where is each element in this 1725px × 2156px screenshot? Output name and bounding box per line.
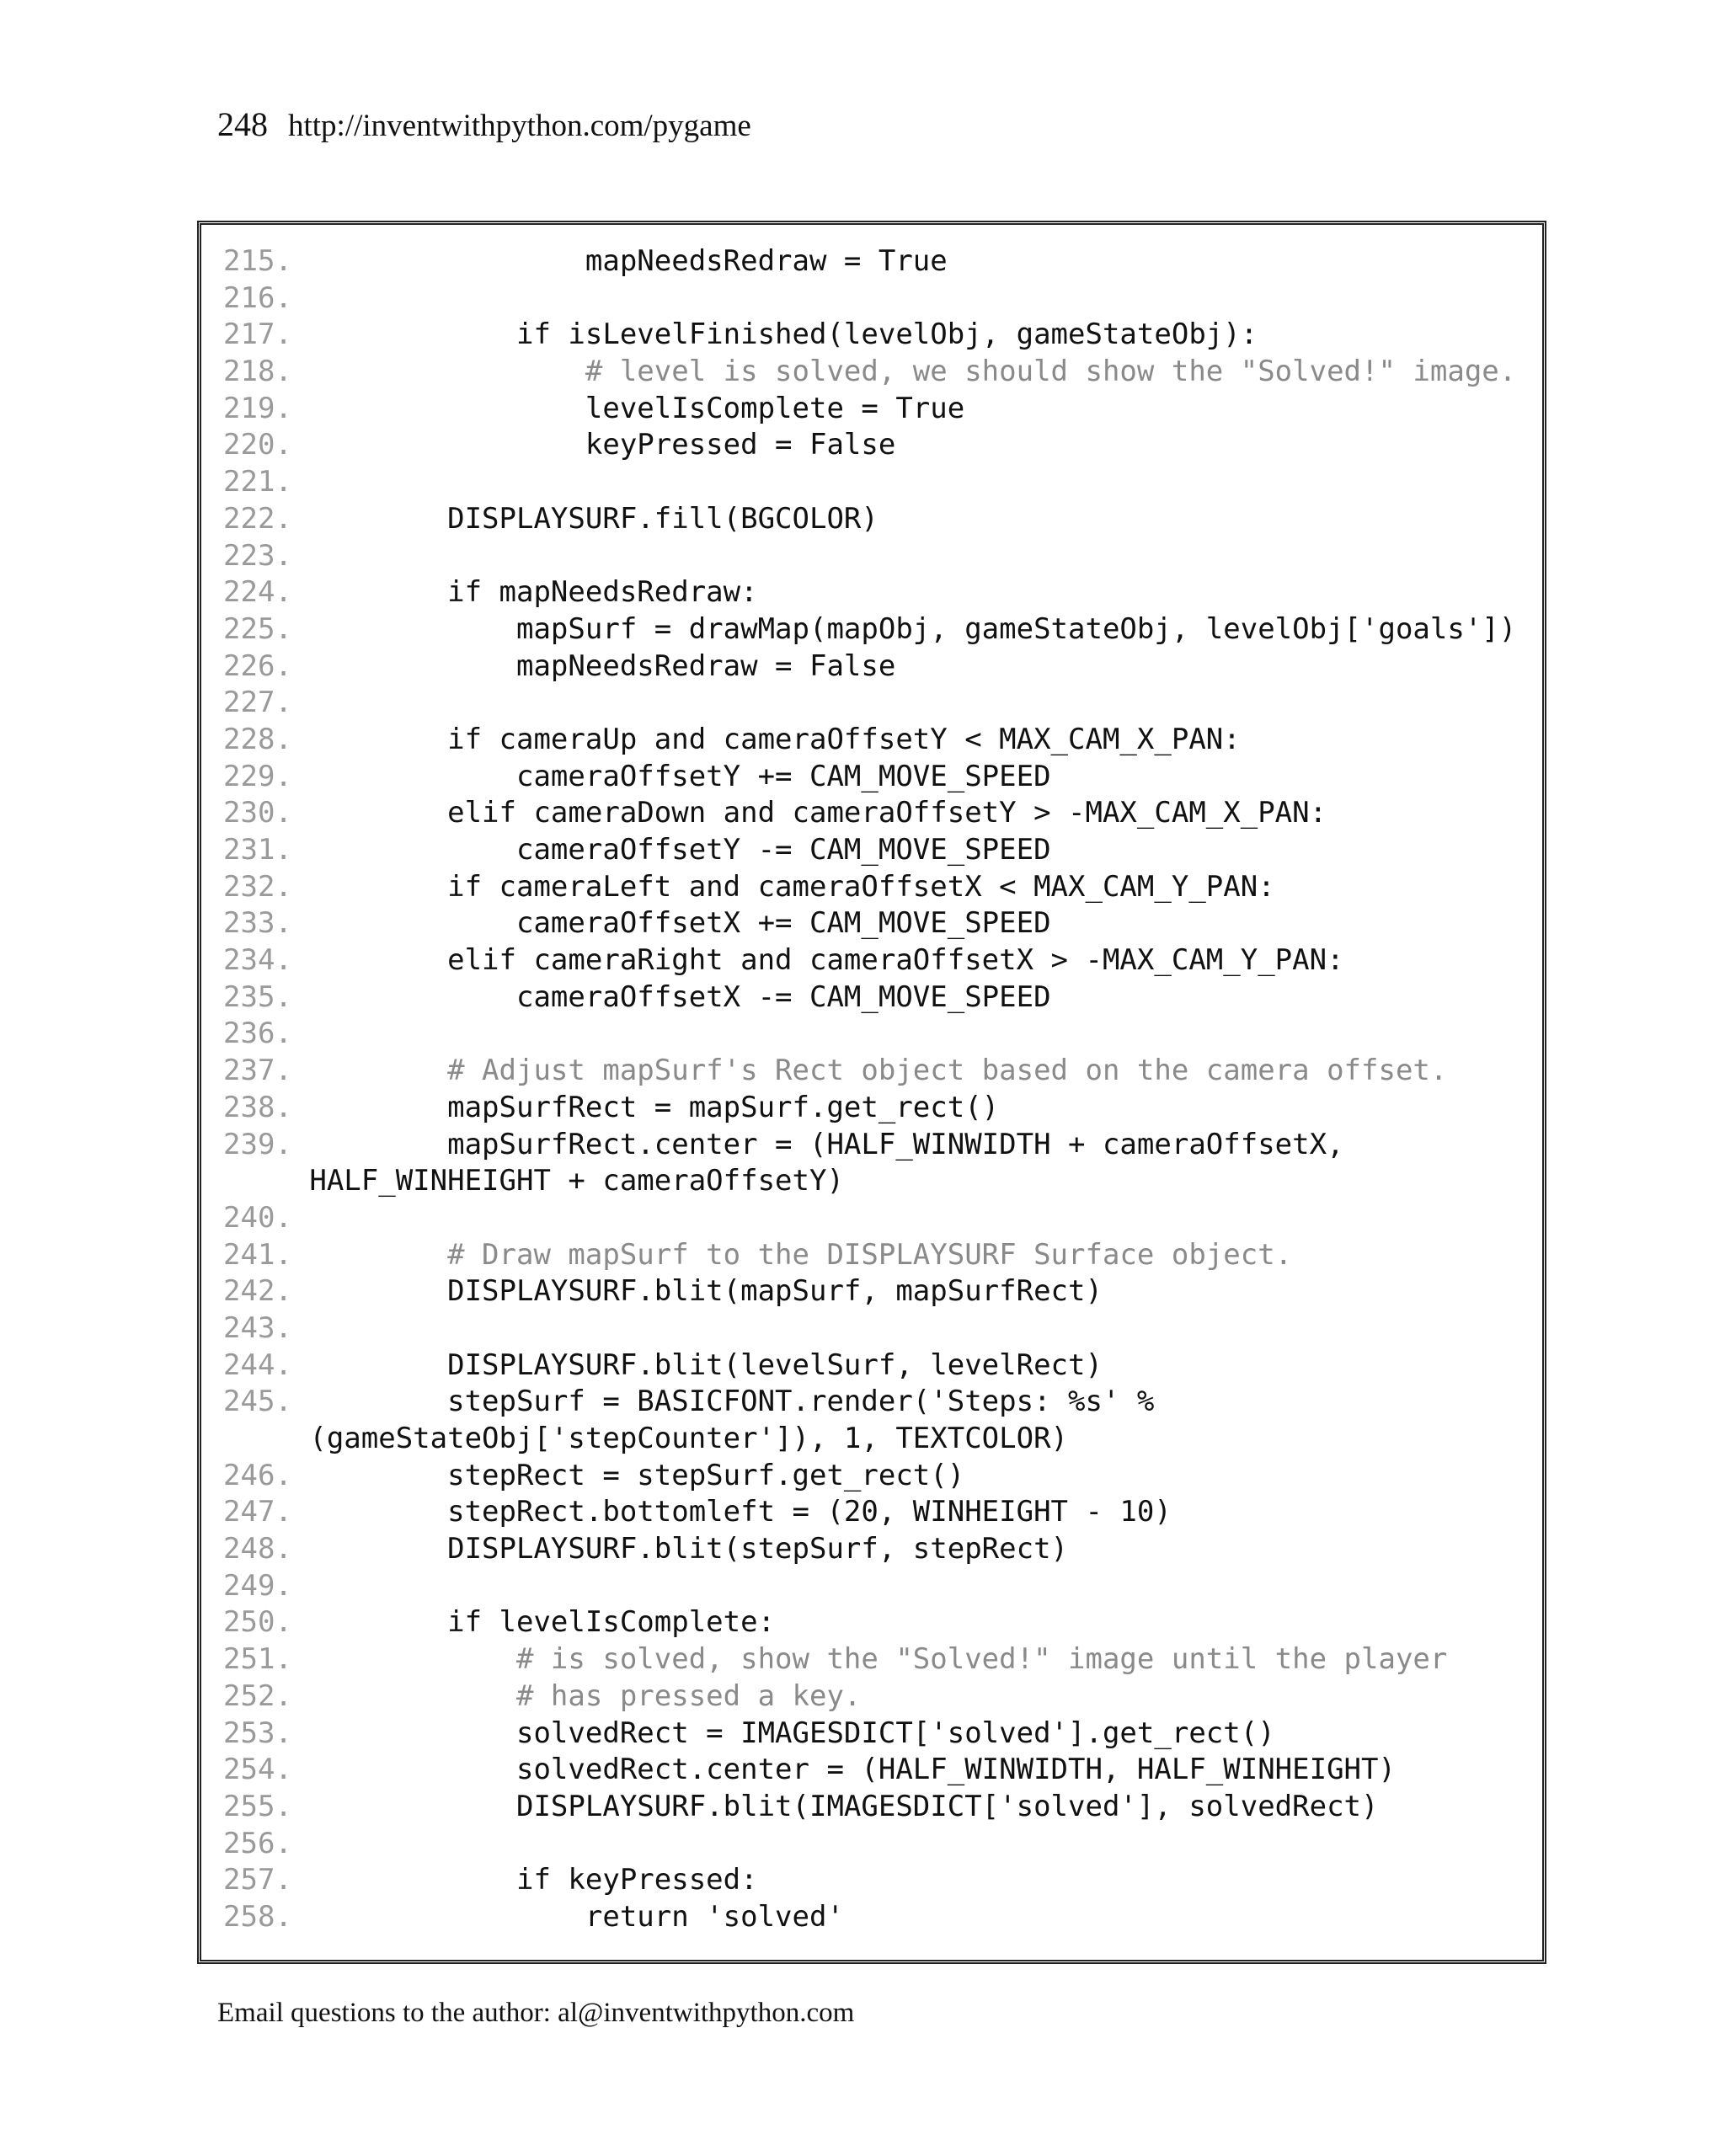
code-line [223, 1789, 1534, 1826]
line-number: 255. [223, 1789, 310, 1823]
line-number: 241. [223, 1237, 310, 1272]
line-number: 256. [223, 1826, 310, 1860]
line-number: 226. [223, 648, 310, 683]
code-text: mapNeedsRedraw = False [309, 648, 896, 683]
code-text: mapSurfRect = mapSurf.get_rect() [309, 1090, 1000, 1124]
line-number: 219. [223, 391, 310, 425]
code-text: DISPLAYSURF.blit(IMAGESDICT['solved'], solvedRect) [309, 1789, 1379, 1823]
code-line [223, 795, 1534, 832]
code-comment: # Adjust mapSurf's Rect object based on the camera offset. [309, 1054, 1448, 1088]
line-number: 257. [223, 1863, 310, 1897]
code-line [223, 1826, 1534, 1863]
line-number: 239. [223, 1127, 310, 1161]
code-line [223, 354, 1534, 391]
code-line [223, 1899, 1534, 1936]
line-number: 230. [223, 796, 310, 830]
code-line [223, 832, 1534, 869]
code-line [223, 1163, 1534, 1200]
code-text: elif cameraDown and cameraOffsetY > -MAX_CAM_X_PAN: [309, 796, 1327, 830]
code-text: (gameStateObj['stepCounter']), 1, TEXTCOLOR) [309, 1422, 1069, 1455]
line-number: 218. [223, 355, 310, 389]
page-footer: Email questions to the author: al@inventwithpython.com [217, 1998, 855, 2028]
header-url: http://inventwithpython.com/pygame [288, 109, 751, 143]
code-text: if cameraLeft and cameraOffsetX < MAX_CAM_Y_PAN: [309, 869, 1275, 904]
line-number: 247. [223, 1495, 310, 1529]
code-line [223, 611, 1534, 648]
code-line [223, 1641, 1534, 1678]
code-line [223, 243, 1534, 280]
line-number: 236. [223, 1017, 310, 1051]
code-line [223, 1862, 1534, 1899]
code-line [223, 648, 1534, 686]
code-text: DISPLAYSURF.blit(stepSurf, stepRect) [309, 1532, 1069, 1566]
code-comment: # Draw mapSurf to the DISPLAYSURF Surface object. [309, 1237, 1293, 1272]
code-text: mapNeedsRedraw = True [309, 244, 948, 278]
line-number: 224. [223, 575, 310, 610]
code-text: keyPressed = False [309, 428, 896, 462]
line-number: 238. [223, 1090, 310, 1124]
code-line [223, 280, 1534, 318]
line-number: 250. [223, 1605, 310, 1640]
code-text: if mapNeedsRedraw: [309, 575, 758, 610]
code-text: DISPLAYSURF.blit(mapSurf, mapSurfRect) [309, 1274, 1103, 1309]
code-text: if keyPressed: [309, 1863, 758, 1897]
code-line [223, 1127, 1534, 1164]
code-text: stepSurf = BASICFONT.render('Steps: %s' % [309, 1385, 1155, 1419]
code-text: if levelIsComplete: [309, 1605, 776, 1640]
line-number: 258. [223, 1899, 310, 1934]
code-text: elif cameraRight and cameraOffsetX > -MAX_CAM_Y_PAN: [309, 943, 1344, 978]
code-text: solvedRect = IMAGESDICT['solved'].get_rect() [309, 1716, 1275, 1750]
line-number: 234. [223, 943, 310, 978]
code-line [223, 1016, 1534, 1053]
code-text: solvedRect.center = (HALF_WINWIDTH, HALF_WINHEIGHT) [309, 1753, 1396, 1787]
code-comment: # level is solved, we should show the "Solved!" image. [309, 355, 1517, 389]
line-number: 227. [223, 686, 310, 720]
line-number: 228. [223, 722, 310, 756]
code-line [223, 427, 1534, 464]
code-text: if cameraUp and cameraOffsetY < MAX_CAM_X_PAN: [309, 722, 1241, 756]
code-line [223, 1568, 1534, 1605]
code-line [223, 942, 1534, 979]
code-line [223, 1090, 1534, 1127]
code-comment: # is solved, show the "Solved!" image until the player [309, 1642, 1448, 1677]
code-line [223, 1716, 1534, 1753]
line-number: 232. [223, 869, 310, 904]
line-number: 251. [223, 1642, 310, 1677]
line-number: 217. [223, 318, 310, 352]
line-number: 253. [223, 1716, 310, 1750]
code-text: stepRect = stepSurf.get_rect() [309, 1458, 965, 1492]
code-line [223, 1604, 1534, 1641]
code-line [223, 501, 1534, 538]
line-number: 235. [223, 979, 310, 1014]
line-number: 237. [223, 1054, 310, 1088]
line-number: 231. [223, 833, 310, 867]
code-line [223, 464, 1534, 501]
code-text: mapSurf = drawMap(mapObj, gameStateObj, levelObj['goals']) [309, 611, 1517, 646]
page-number: 248 [217, 105, 268, 143]
line-number: 215. [223, 244, 310, 278]
line-number: 229. [223, 759, 310, 793]
line-number [223, 1422, 309, 1455]
code-listing [223, 243, 1534, 1936]
line-number [223, 1164, 309, 1198]
code-line [223, 317, 1534, 354]
code-line [223, 1494, 1534, 1531]
line-number: 244. [223, 1348, 310, 1382]
line-number: 246. [223, 1458, 310, 1492]
code-line [223, 1678, 1534, 1716]
code-line [223, 1458, 1534, 1495]
line-number: 252. [223, 1678, 310, 1713]
code-text: DISPLAYSURF.fill(BGCOLOR) [309, 501, 879, 536]
code-line [223, 1752, 1534, 1789]
code-text: cameraOffsetY -= CAM_MOVE_SPEED [309, 833, 1051, 867]
code-text: cameraOffsetX += CAM_MOVE_SPEED [309, 906, 1051, 941]
code-line [223, 574, 1534, 611]
line-number: 216. [223, 280, 310, 315]
code-line [223, 538, 1534, 575]
code-comment: # has pressed a key. [309, 1678, 862, 1713]
code-line [223, 869, 1534, 906]
page-header [217, 104, 751, 144]
line-number: 243. [223, 1310, 310, 1345]
code-line [223, 1531, 1534, 1568]
line-number: 242. [223, 1274, 310, 1309]
line-number: 221. [223, 465, 310, 499]
line-number: 222. [223, 501, 310, 536]
code-line [223, 1200, 1534, 1237]
code-text: stepRect.bottomleft = (20, WINHEIGHT - 10) [309, 1495, 1172, 1529]
code-line [223, 1348, 1534, 1385]
code-line [223, 1421, 1534, 1458]
line-number: 245. [223, 1385, 310, 1419]
code-text: cameraOffsetX -= CAM_MOVE_SPEED [309, 979, 1051, 1014]
line-number: 249. [223, 1568, 310, 1603]
code-text: return 'solved' [309, 1899, 844, 1934]
line-number: 223. [223, 538, 310, 573]
line-number: 240. [223, 1200, 310, 1235]
line-number: 220. [223, 428, 310, 462]
line-number: 254. [223, 1753, 310, 1787]
code-line [223, 722, 1534, 759]
code-line [223, 1384, 1534, 1421]
code-text: cameraOffsetY += CAM_MOVE_SPEED [309, 759, 1051, 793]
code-text: if isLevelFinished(levelObj, gameStateObj): [309, 318, 1258, 352]
code-line [223, 685, 1534, 722]
code-line [223, 759, 1534, 796]
code-line [223, 1237, 1534, 1274]
code-line [223, 391, 1534, 428]
code-listing-frame [197, 221, 1546, 1964]
code-line [223, 905, 1534, 942]
code-line [223, 1310, 1534, 1348]
line-number: 233. [223, 906, 310, 941]
code-line [223, 1053, 1534, 1090]
code-text: levelIsComplete = True [309, 391, 965, 425]
line-number: 248. [223, 1532, 310, 1566]
code-line [223, 1273, 1534, 1310]
code-line [223, 979, 1534, 1017]
code-text: DISPLAYSURF.blit(levelSurf, levelRect) [309, 1348, 1103, 1382]
code-text: mapSurfRect.center = (HALF_WINWIDTH + cameraOffsetX, [309, 1127, 1344, 1161]
code-text: HALF_WINHEIGHT + cameraOffsetY) [309, 1164, 844, 1198]
line-number: 225. [223, 611, 310, 646]
